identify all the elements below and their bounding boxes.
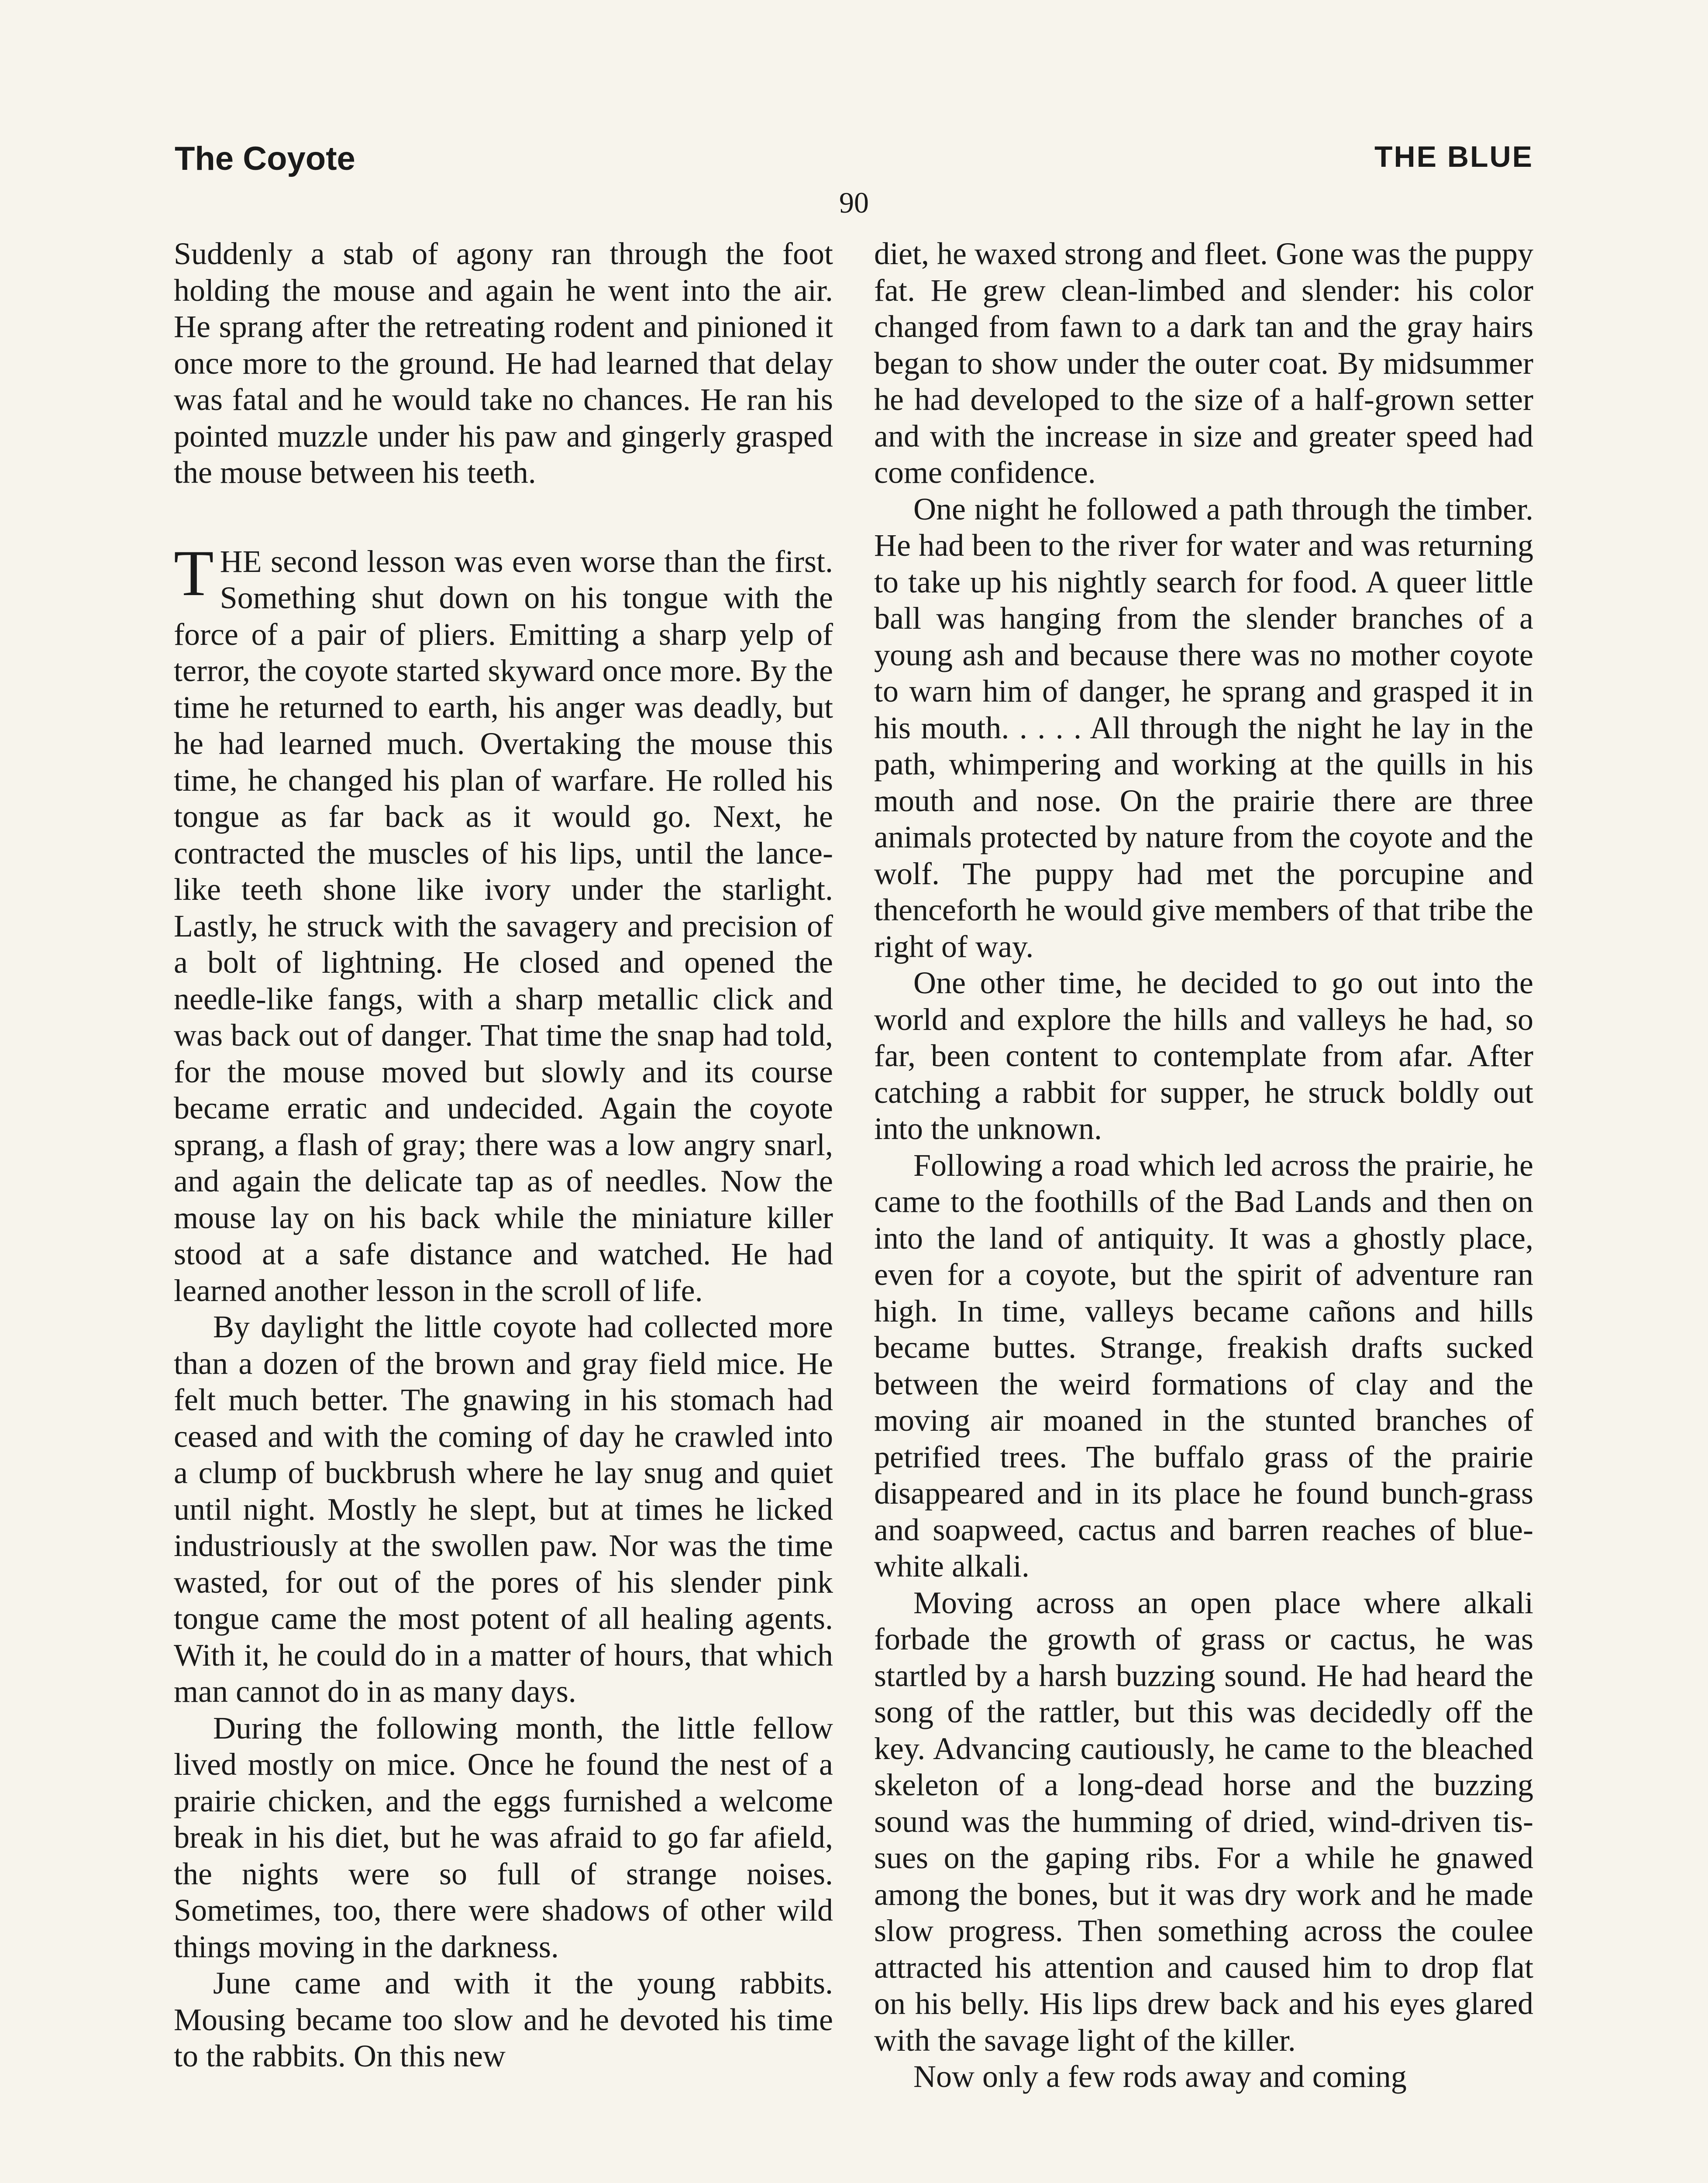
paragraph: Suddenly a stab of agony ran through the foot holding the mouse and again he went into the air. He sprang after the retreating rodent and pinioned it once more to the ground. He had learned that delay was fatal and he would take no chances. He ran his pointed muzzle under his paw and gingerly grasped the mouse between his teeth. [174, 236, 833, 490]
paragraph: Now only a few rods away and coming [913, 2059, 1407, 2094]
page-header [175, 131, 1533, 219]
paragraph: diet, he waxed strong and fleet. Gone was the puppy fat. He grew clean-limbed and slender: his color changed from fawn to a dark tan and the gray hairs began to show under the outer coat. By midsummer he had developed to the size of a half-grown setter and with the increase in size and greater speed had come confidence. [874, 236, 1533, 490]
paragraph: Following a road which led across the prairie, he came to the foothills of the Bad Lands and then on into the land of antiquity. It was a ghostly place, even for a coyote, but the spirit of adventure ran high. In time, valleys became cañons and hills became buttes. Strange, freakish drafts sucked between the weird formations of clay and the moving air moaned in the stunted branches of petrified trees. The buffalo grass of the prairie disappeared and in its place he found bunch-grass and soapweed, cactus and barren reaches of bluewhite alkali. [874, 1147, 1533, 1584]
paragraph: During the following month, the little fellow lived mostly on mice. Once he found the nest of a prairie chicken, and the eggs furnished a welcome break in his diet, but he was afraid to go far afield, the nights were so full of strange noises. Sometimes, too, there were shadows of other wild things moving in the darkness. [174, 1710, 833, 1964]
paragraph-dropcap [174, 537, 833, 1309]
story-title: The Coyote [175, 140, 355, 177]
drop-cap: T [174, 537, 214, 609]
paragraph: June came and with it the young rabbits. Mousing became too slow and he devoted his time to the rabbits. On this new [174, 1966, 833, 2073]
magazine-title: THE BLUE [1374, 140, 1533, 173]
page-number: 90 [839, 186, 869, 219]
paragraph: By daylight the little coyote had collected more than a dozen of the brown and gray field mice. He felt much better. The gnawing in his stomach had ceased and with the coming of day he crawled into a clump of buckbrush where he lay snug and quiet until night. Mostly he slept, but at times he licked industriously at the swollen paw. Nor was the time wasted, for out of the pores of his slender pink tongue came the most potent of all healing agents. With it, he could do in a matter of hours, that which man cannot do in as many days. [174, 1309, 833, 1709]
paragraph: One night he followed a path through the timber. He had been to the river for water and was returning to take up his nightly search for food. A queer little ball was hanging from the slender branches of a young ash and because there was no mother coyote to warn him of danger, he sprang and grasped it in his mouth. . . . . All through the night he lay in the path, whimpering and working at the quills in his mouth and nose. On the prairie there are three animals protected by nature from the coyote and the wolf. The puppy had met the porcupine and thenceforth he would give members of that tribe the right of way. [874, 491, 1533, 964]
paragraph: Moving across an open place where alkali forbade the growth of grass or cactus, he was startled by a harsh buzzing sound. He had heard the song of the rattler, but this was decidedly off the key. Advancing cautiously, he came to the bleached skeleton of a long-dead horse and the buzzing sound was the humming of dried, wind-driven tissues on the gaping ribs. For a while he gnawed among the bones, but it was dry work and he made slow progress. Then something across the coulee attracted his attention and caused him to drop flat on his belly. His lips drew back and his eyes glared with the savage light of the killer. [874, 1585, 1533, 2058]
paragraph: One other time, he decided to go out into the world and explore the hills and valleys he had, so far, been content to contemplate from afar. After catching a rabbit for supper, he struck boldly out into the unknown. [874, 965, 1533, 1146]
paragraph-text: HE second lesson was even worse than the first. Something shut down on his tongue with the force of a pair of pliers. Emitting a sharp yelp of terror, the coyote started skyward once more. By the time he returned to earth, his anger was deadly, but he had learned much. Overtaking the mouse this time, he changed his plan of warfare. He rolled his tongue as far back as it would go. Next, he contracted the muscles of his lips, until the lance-like teeth shone like ivory under the starlight. Lastly, he struck with the savagery and precision of a bolt of lightning. He closed and opened the needle-like fangs, with a sharp metallic click and was back out of danger. That time the snap had told, for the mouse moved but slowly and its course became erratic and undecided. Again the coyote sprang, a flash of gray; there was a low angry snarl, and again the delicate tap as of needles. Now the mouse lay on his back while the miniature killer stood at a safe distance and watched. He had learned another lesson in the scroll of life. [174, 544, 833, 1308]
left-column [174, 236, 833, 2075]
right-column [874, 236, 1533, 2095]
